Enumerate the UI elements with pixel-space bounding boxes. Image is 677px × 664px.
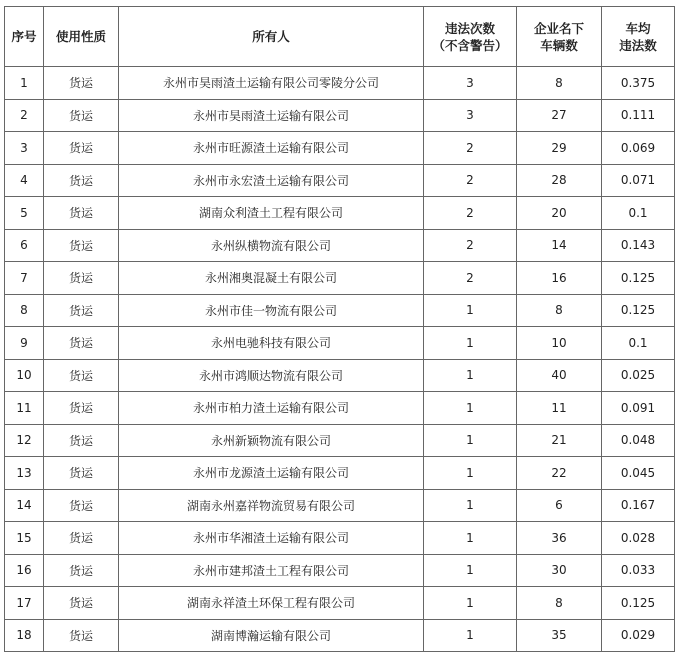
cell-violations: 2 bbox=[424, 164, 517, 197]
table-row bbox=[5, 489, 675, 522]
cell-vehicles: 10 bbox=[517, 327, 602, 360]
cell-violations: 1 bbox=[424, 619, 517, 652]
cell-vehicles: 8 bbox=[517, 294, 602, 327]
cell-index: 11 bbox=[5, 392, 44, 425]
cell-use: 货运 bbox=[44, 67, 119, 100]
cell-avg-violations: 0.028 bbox=[602, 522, 675, 555]
cell-vehicles: 30 bbox=[517, 554, 602, 587]
cell-violations: 1 bbox=[424, 554, 517, 587]
cell-index: 1 bbox=[5, 67, 44, 100]
table-row bbox=[5, 587, 675, 620]
table-row bbox=[5, 327, 675, 360]
cell-use: 货运 bbox=[44, 327, 119, 360]
cell-use: 货运 bbox=[44, 457, 119, 490]
cell-index: 15 bbox=[5, 522, 44, 555]
cell-avg-violations: 0.1 bbox=[602, 197, 675, 230]
cell-violations: 1 bbox=[424, 587, 517, 620]
cell-owner: 永州纵横物流有限公司 bbox=[119, 229, 424, 262]
cell-index: 17 bbox=[5, 587, 44, 620]
cell-vehicles: 8 bbox=[517, 67, 602, 100]
cell-avg-violations: 0.048 bbox=[602, 424, 675, 457]
cell-violations: 3 bbox=[424, 67, 517, 100]
table-row bbox=[5, 522, 675, 555]
cell-vehicles: 27 bbox=[517, 99, 602, 132]
cell-index: 12 bbox=[5, 424, 44, 457]
table-body bbox=[5, 67, 675, 652]
cell-avg-violations: 0.033 bbox=[602, 554, 675, 587]
cell-use: 货运 bbox=[44, 99, 119, 132]
cell-vehicles: 16 bbox=[517, 262, 602, 295]
cell-use: 货运 bbox=[44, 294, 119, 327]
cell-vehicles: 20 bbox=[517, 197, 602, 230]
cell-vehicles: 36 bbox=[517, 522, 602, 555]
cell-violations: 1 bbox=[424, 392, 517, 425]
cell-violations: 1 bbox=[424, 327, 517, 360]
header-violations bbox=[424, 7, 517, 67]
violation-table-sheet bbox=[4, 6, 675, 652]
cell-index: 14 bbox=[5, 489, 44, 522]
cell-use: 货运 bbox=[44, 424, 119, 457]
cell-use: 货运 bbox=[44, 619, 119, 652]
cell-avg-violations: 0.029 bbox=[602, 619, 675, 652]
cell-violations: 1 bbox=[424, 457, 517, 490]
cell-owner: 永州市鸿顺达物流有限公司 bbox=[119, 359, 424, 392]
header-use: 使用性质 bbox=[44, 7, 119, 67]
table-row bbox=[5, 457, 675, 490]
cell-index: 5 bbox=[5, 197, 44, 230]
cell-use: 货运 bbox=[44, 522, 119, 555]
cell-avg-violations: 0.045 bbox=[602, 457, 675, 490]
cell-use: 货运 bbox=[44, 262, 119, 295]
cell-vehicles: 40 bbox=[517, 359, 602, 392]
header-violations-line1: 违法次数 bbox=[444, 20, 495, 36]
cell-avg-violations: 0.071 bbox=[602, 164, 675, 197]
cell-vehicles: 14 bbox=[517, 229, 602, 262]
cell-avg-violations: 0.111 bbox=[602, 99, 675, 132]
table-row bbox=[5, 132, 675, 165]
cell-violations: 2 bbox=[424, 132, 517, 165]
cell-owner: 永州电驰科技有限公司 bbox=[119, 327, 424, 360]
cell-vehicles: 28 bbox=[517, 164, 602, 197]
header-vehicles-line1: 企业名下 bbox=[533, 20, 584, 36]
cell-violations: 2 bbox=[424, 229, 517, 262]
cell-owner: 永州市昊雨渣土运输有限公司 bbox=[119, 99, 424, 132]
header-avg-line2: 违法数 bbox=[619, 37, 657, 53]
cell-avg-violations: 0.375 bbox=[602, 67, 675, 100]
cell-index: 13 bbox=[5, 457, 44, 490]
cell-owner: 永州湘奥混凝土有限公司 bbox=[119, 262, 424, 295]
cell-use: 货运 bbox=[44, 132, 119, 165]
cell-avg-violations: 0.125 bbox=[602, 294, 675, 327]
cell-index: 3 bbox=[5, 132, 44, 165]
cell-avg-violations: 0.167 bbox=[602, 489, 675, 522]
cell-owner: 湖南永州嘉祥物流贸易有限公司 bbox=[119, 489, 424, 522]
cell-vehicles: 6 bbox=[517, 489, 602, 522]
cell-owner: 永州市华湘渣土运输有限公司 bbox=[119, 522, 424, 555]
table-row bbox=[5, 359, 675, 392]
cell-avg-violations: 0.025 bbox=[602, 359, 675, 392]
cell-avg-violations: 0.1 bbox=[602, 327, 675, 360]
cell-owner: 永州市永宏渣土运输有限公司 bbox=[119, 164, 424, 197]
header-vehicles-line2: 车辆数 bbox=[540, 37, 578, 53]
cell-owner: 永州市佳一物流有限公司 bbox=[119, 294, 424, 327]
table-row bbox=[5, 99, 675, 132]
cell-index: 16 bbox=[5, 554, 44, 587]
cell-owner: 永州市建邦渣土工程有限公司 bbox=[119, 554, 424, 587]
cell-owner: 永州市昊雨渣土运输有限公司零陵分公司 bbox=[119, 67, 424, 100]
cell-avg-violations: 0.125 bbox=[602, 587, 675, 620]
table-row bbox=[5, 197, 675, 230]
cell-index: 10 bbox=[5, 359, 44, 392]
cell-vehicles: 11 bbox=[517, 392, 602, 425]
cell-violations: 1 bbox=[424, 489, 517, 522]
cell-owner: 湖南博瀚运输有限公司 bbox=[119, 619, 424, 652]
cell-index: 9 bbox=[5, 327, 44, 360]
table-row bbox=[5, 392, 675, 425]
header-avg-line1: 车均 bbox=[625, 20, 651, 36]
cell-owner: 永州市柏力渣土运输有限公司 bbox=[119, 392, 424, 425]
cell-owner: 湖南永祥渣土环保工程有限公司 bbox=[119, 587, 424, 620]
cell-use: 货运 bbox=[44, 197, 119, 230]
table-row bbox=[5, 262, 675, 295]
header-index: 序号 bbox=[5, 7, 44, 67]
cell-owner: 永州市龙源渣土运输有限公司 bbox=[119, 457, 424, 490]
violation-table bbox=[4, 6, 675, 652]
cell-avg-violations: 0.069 bbox=[602, 132, 675, 165]
table-row bbox=[5, 229, 675, 262]
cell-vehicles: 21 bbox=[517, 424, 602, 457]
header-vehicles bbox=[517, 7, 602, 67]
cell-violations: 1 bbox=[424, 522, 517, 555]
cell-use: 货运 bbox=[44, 229, 119, 262]
cell-violations: 1 bbox=[424, 424, 517, 457]
table-row bbox=[5, 424, 675, 457]
cell-violations: 2 bbox=[424, 262, 517, 295]
cell-use: 货运 bbox=[44, 392, 119, 425]
cell-owner: 永州市旺源渣土运输有限公司 bbox=[119, 132, 424, 165]
cell-violations: 1 bbox=[424, 294, 517, 327]
cell-vehicles: 8 bbox=[517, 587, 602, 620]
cell-index: 4 bbox=[5, 164, 44, 197]
cell-vehicles: 29 bbox=[517, 132, 602, 165]
table-row bbox=[5, 294, 675, 327]
cell-owner: 永州新颖物流有限公司 bbox=[119, 424, 424, 457]
cell-use: 货运 bbox=[44, 489, 119, 522]
cell-avg-violations: 0.143 bbox=[602, 229, 675, 262]
cell-index: 7 bbox=[5, 262, 44, 295]
cell-violations: 2 bbox=[424, 197, 517, 230]
table-row bbox=[5, 164, 675, 197]
cell-index: 8 bbox=[5, 294, 44, 327]
header-violations-line2: （不含警告） bbox=[432, 37, 508, 53]
table-row bbox=[5, 619, 675, 652]
cell-use: 货运 bbox=[44, 554, 119, 587]
header-row bbox=[5, 7, 675, 67]
cell-owner: 湖南众利渣土工程有限公司 bbox=[119, 197, 424, 230]
cell-violations: 1 bbox=[424, 359, 517, 392]
cell-use: 货运 bbox=[44, 164, 119, 197]
cell-index: 6 bbox=[5, 229, 44, 262]
cell-vehicles: 35 bbox=[517, 619, 602, 652]
header-owner: 所有人 bbox=[119, 7, 424, 67]
header-avg bbox=[602, 7, 675, 67]
cell-index: 2 bbox=[5, 99, 44, 132]
cell-violations: 3 bbox=[424, 99, 517, 132]
table-row bbox=[5, 554, 675, 587]
cell-avg-violations: 0.125 bbox=[602, 262, 675, 295]
cell-index: 18 bbox=[5, 619, 44, 652]
table-row bbox=[5, 67, 675, 100]
cell-avg-violations: 0.091 bbox=[602, 392, 675, 425]
cell-use: 货运 bbox=[44, 587, 119, 620]
cell-vehicles: 22 bbox=[517, 457, 602, 490]
cell-use: 货运 bbox=[44, 359, 119, 392]
